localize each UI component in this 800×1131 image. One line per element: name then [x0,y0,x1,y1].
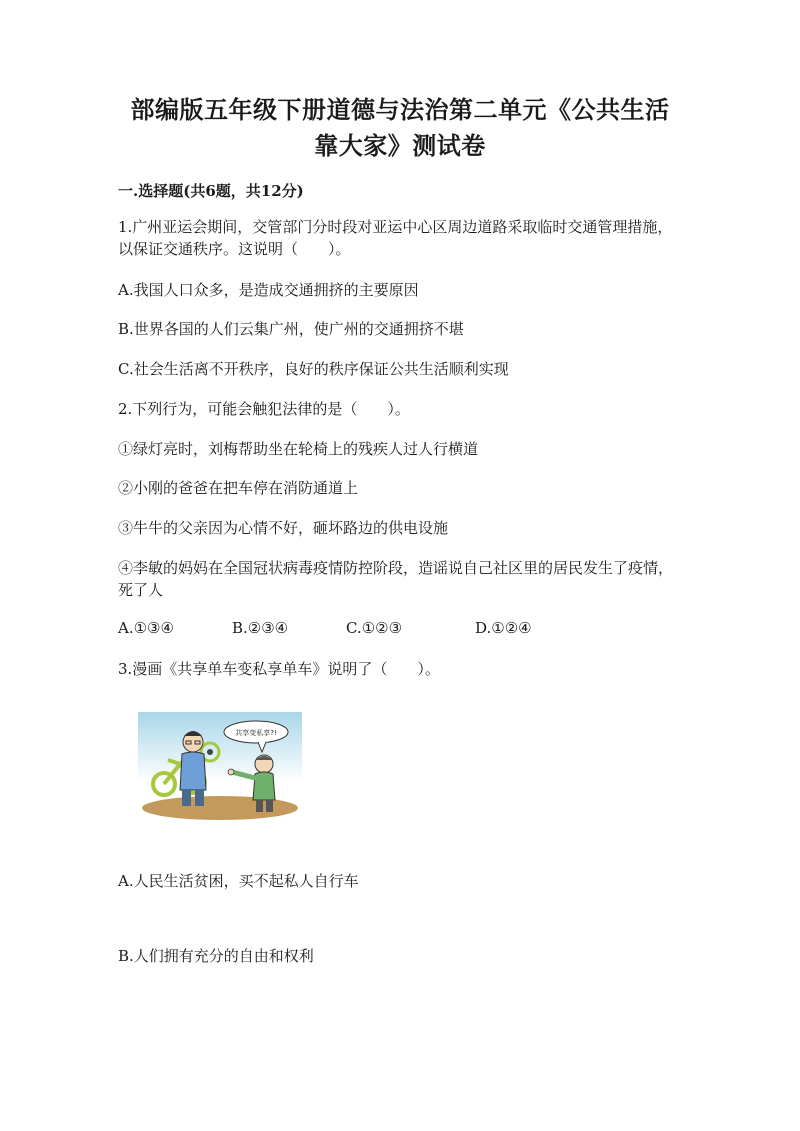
speech-bubble-text: 共享变私享?! [235,729,277,737]
section-heading: 一.选择题(共6题，共12分) [118,182,304,200]
page-title [0,92,800,164]
question-2-option-a: A.①③④ [118,619,174,637]
question-3-option-a: A.人民生活贫困，买不起私人自行车 [118,872,359,890]
question-1-option-a: A.我国人口众多，是造成交通拥挤的主要原因 [118,281,419,299]
title-line-1: 部编版五年级下册道德与法治第二单元《公共生活 [130,95,670,124]
question-1-option-b: B.世界各国的人们云集广州，使广州的交通拥挤不堪 [118,320,464,338]
question-2-option-c: C.①②③ [346,619,403,637]
question-2-item-1: ①绿灯亮时，刘梅帮助坐在轮椅上的残疾人过人行横道 [118,440,479,458]
question-3-option-b: B.人们拥有充分的自由和权利 [118,947,314,965]
question-2-item-2: ②小刚的爸爸在把车停在消防通道上 [118,479,359,497]
shared-bike-cartoon [138,712,302,824]
question-1-option-c: C.社会生活离不开秩序，良好的秩序保证公共生活顺利实现 [118,360,509,378]
question-1-stem: 1.广州亚运会期间，交管部门分时段对亚运中心区周边道路采取临时交通管理措施，以保证交通秩序。这说明（ ）。 [118,218,673,258]
question-3-stem: 3.漫画《共享单车变私享单车》说明了（ ）。 [118,660,440,678]
question-2-option-b: B.②③④ [232,619,289,637]
question-2-item-3: ③牛牛的父亲因为心情不好，砸坏路边的供电设施 [118,519,449,537]
question-2-stem: 2.下列行为，可能会触犯法律的是（ ）。 [118,400,410,418]
question-2-option-d: D.①②④ [475,619,532,637]
title-line-2: 靠大家》测试卷 [314,131,486,160]
question-2-item-4: ④李敏的妈妈在全国冠状病毒疫情防控阶段，造谣说自己社区里的居民发生了疫情，死了人 [118,559,674,599]
